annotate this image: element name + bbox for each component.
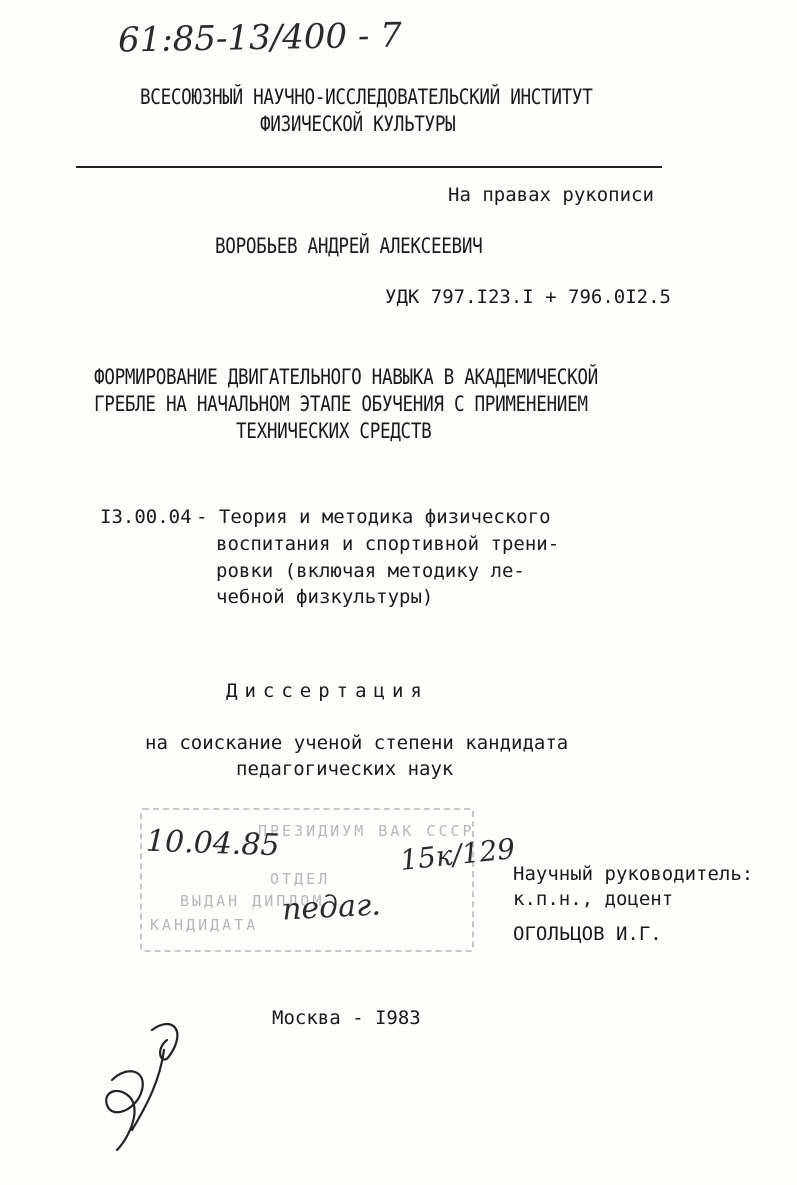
specialty-line-1: - Теория и методика физического: [196, 506, 551, 528]
stamp-number: 15к/129: [398, 832, 517, 877]
stamp-text-1: ПРЕЗИДИУМ ВАК СССР: [258, 822, 475, 840]
specialty-line-2: воспитания и спортивной трени-: [216, 533, 560, 555]
signature-icon: [92, 1010, 202, 1160]
stamp-subject: педаг.: [281, 887, 382, 928]
specialty-line-4: чебной физкультуры): [216, 586, 434, 608]
author-name: ВОРОБЬЕВ АНДРЕЙ АЛЕКСЕЕВИЧ: [215, 234, 483, 258]
stamp-text-2: ОТДЕЛ: [270, 870, 331, 888]
title-line-3: ТЕХНИЧЕСКИХ СРЕДСТВ: [236, 419, 432, 443]
supervisor-label: Научный руководитель:: [513, 863, 754, 885]
stamp-date: 10.04.85: [145, 823, 281, 864]
degree-line-2: педагогических наук: [236, 758, 454, 780]
specialty-line-3: ровки (включая методику ле-: [216, 560, 525, 582]
handwritten-code: 61:85-13/400 - 7: [117, 15, 403, 61]
degree-line-1: на соискание ученой степени кандидата: [145, 732, 569, 754]
place-year: Москва - I983: [272, 1007, 421, 1029]
institute-line-1: ВСЕСОЮЗНЫЙ НАУЧНО-ИССЛЕДОВАТЕЛЬСКИЙ ИНСТИТУТ: [140, 85, 593, 109]
specialty-code: I3.00.04: [100, 506, 192, 528]
document-type: Диссертация: [226, 680, 429, 702]
title-line-1: ФОРМИРОВАНИЕ ДВИГАТЕЛЬНОГО НАВЫКА В АКАДЕМИЧЕСКОЙ: [94, 365, 598, 389]
header-rule: [76, 166, 662, 168]
stamp-text-3: ВЫДАН ДИПЛОМ: [180, 892, 325, 910]
institute-line-2: ФИЗИЧЕСКОЙ КУЛЬТУРЫ: [260, 112, 456, 136]
title-line-2: ГРЕБЛЕ НА НАЧАЛЬНОМ ЭТАПЕ ОБУЧЕНИЯ С ПРИМЕНЕНИЕМ: [94, 392, 588, 416]
supervisor-name: ОГОЛЬЦОВ И.Г.: [513, 923, 662, 945]
udc-code: УДК 797.I23.I + 796.0I2.5: [385, 286, 671, 308]
stamp-text-4: КАНДИДАТА: [150, 916, 259, 934]
manuscript-rights: На правах рукописи: [448, 184, 654, 206]
supervisor-rank: к.п.н., доцент: [513, 888, 674, 910]
